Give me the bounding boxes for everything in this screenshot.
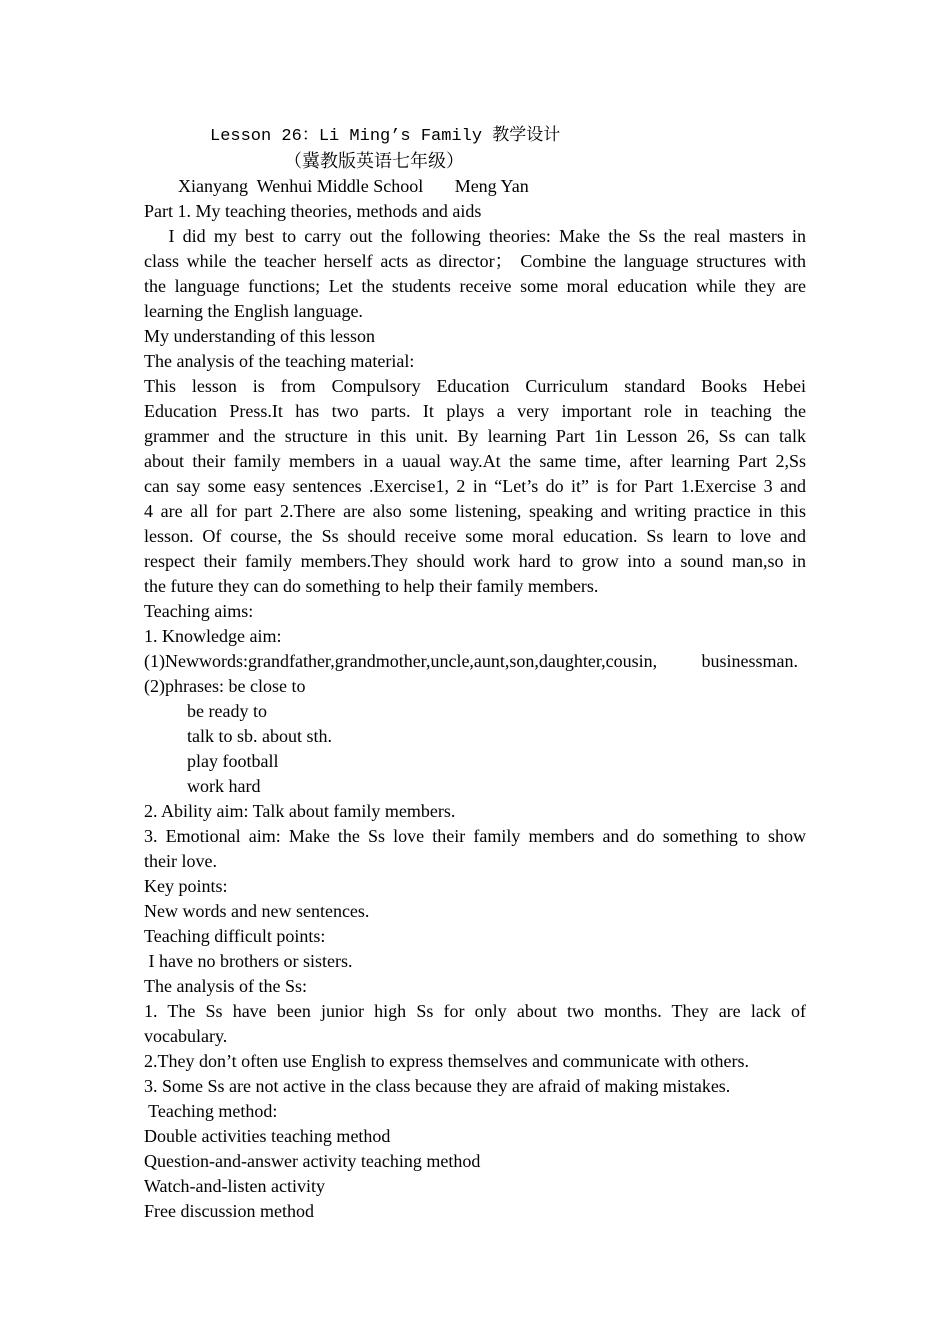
text-line: Free discussion method xyxy=(144,1201,314,1221)
section-heading: Teaching difficult points: xyxy=(144,926,326,946)
text-line: Education Press.It has two parts. It plays a very important role in teaching the xyxy=(144,401,806,421)
text-line: 2. Ability aim: Talk about family members. xyxy=(144,801,456,821)
text-line: lesson. Of course, the Ss should receive some moral education. Ss learn to love and xyxy=(144,526,806,546)
text-line: learning the English language. xyxy=(144,301,363,321)
text-line: Double activities teaching method xyxy=(144,1126,391,1146)
text-line: This lesson is from Compulsory Education Curriculum standard Books Hebei xyxy=(144,376,806,396)
text-line: New words and new sentences. xyxy=(144,901,370,921)
text-line: 2.They don’t often use English to express themselves and communicate with others. xyxy=(144,1051,750,1071)
text-line: the future they can do something to help their family members. xyxy=(144,576,599,596)
lesson-title: Lesson 26：Li Ming’s Family 教学设计 xyxy=(210,127,561,146)
text-line: 3. Some Ss are not active in the class because they are afraid of making mistakes. xyxy=(144,1076,731,1096)
text-line: Watch-and-listen activity xyxy=(144,1176,325,1196)
text-line: My understanding of this lesson xyxy=(144,326,375,346)
lesson-subtitle: （冀教版英语七年级） xyxy=(284,151,464,172)
text-line: Question-and-answer activity teaching method xyxy=(144,1151,481,1171)
text-line: 1. The Ss have been junior high Ss for only about two months. They are lack of xyxy=(144,1001,806,1021)
text-line: class while the teacher herself acts as director； Combine the language structures with xyxy=(144,251,806,271)
text-line: 4 are all for part 2.There are also some listening, speaking and writing practice in this xyxy=(144,501,806,521)
text-line: respect their family members.They should work hard to grow into a sound man,so in xyxy=(144,551,806,571)
text-line: I have no brothers or sisters. xyxy=(144,951,353,971)
section-heading: Teaching aims: xyxy=(144,601,254,621)
phrase-item: be ready to xyxy=(187,701,267,721)
text-line: 1. Knowledge aim: xyxy=(144,626,282,646)
section-heading: Key points: xyxy=(144,876,228,896)
text-line: about their family members in a uaual way.At the same time, after learning Part 2,Ss xyxy=(144,451,806,471)
text-line: 3. Emotional aim: Make the Ss love their family members and do something to show xyxy=(144,826,806,846)
phrase-item: play football xyxy=(187,751,279,771)
phrase-item: talk to sb. about sth. xyxy=(187,726,332,746)
phrase-item: work hard xyxy=(187,776,261,796)
author-line: Xianyang Wenhui Middle School Meng Yan xyxy=(178,176,529,196)
text-line: Part 1. My teaching theories, methods and aids xyxy=(144,201,482,221)
text-line: (2)phrases: be close to xyxy=(144,676,306,696)
text-line: can say some easy sentences .Exercise1, 2 in “Let’s do it” is for Part 1.Exercise 3 and xyxy=(144,476,806,496)
text-line: (1)Newwords:grandfather,grandmother,uncle,aunt,son,daughter,cousin, businessman. xyxy=(144,651,798,671)
text-line: their love. xyxy=(144,851,217,871)
text-line: The analysis of the teaching material: xyxy=(144,351,415,371)
text-line: the language functions; Let the students receive some moral education while they are xyxy=(144,276,806,296)
section-heading: The analysis of the Ss: xyxy=(144,976,307,996)
text-line: grammer and the structure in this unit. By learning Part 1in Lesson 26, Ss can talk xyxy=(144,426,806,446)
text-line: vocabulary. xyxy=(144,1026,228,1046)
text-line: I did my best to carry out the following theories: Make the Ss the real masters in xyxy=(144,226,806,246)
section-heading: Teaching method: xyxy=(144,1101,278,1121)
